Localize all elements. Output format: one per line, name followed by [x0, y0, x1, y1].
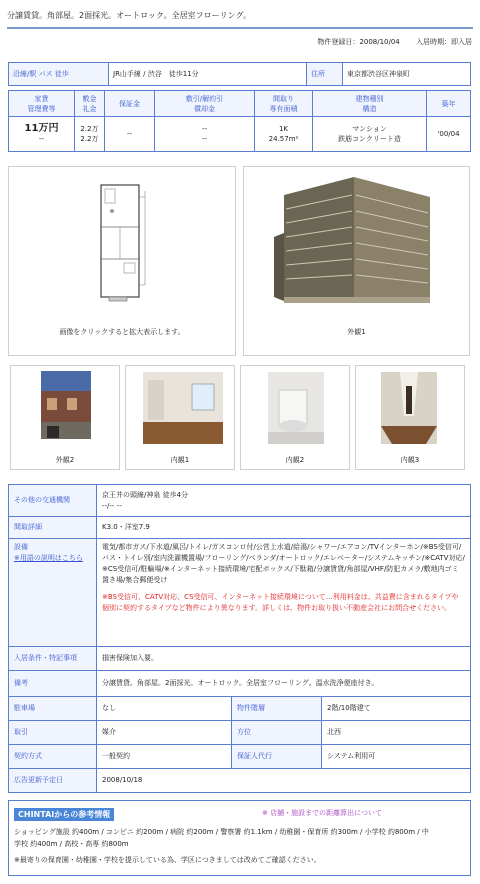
interior2-caption: 内観2 [285, 456, 305, 464]
shikibiki-header-1: 敷引/解約引 [185, 94, 224, 103]
facility-distances-line2: 学校 約400m / 高校・高専 約800m [14, 840, 129, 848]
page-headline: 分譲賃貸。角部屋。2面採光。オートロック。全居室フローリング。 [7, 11, 252, 20]
address-label: 住所 [307, 63, 343, 86]
rent-header [9, 91, 75, 117]
other-access-line1: 京王井の頭線/神泉 徒歩4分 [102, 490, 189, 499]
price-table [8, 90, 471, 152]
layout-header-1: 間取り [273, 94, 294, 103]
rent-header-2: 管理費等 [27, 104, 56, 113]
shikibiki-header-2: 償却金 [194, 104, 215, 113]
interior1-image[interactable] [125, 365, 235, 470]
shikibiki-header [155, 91, 255, 117]
parking-label: 駐車場 [9, 697, 97, 721]
exterior1-image[interactable] [243, 166, 470, 356]
headline-divider [7, 27, 473, 29]
deposit-cell [75, 117, 105, 152]
guarantor-label: 保証人代行 [232, 745, 322, 769]
conditions-value: 損害保険加入要。 [97, 647, 471, 671]
access-table [8, 62, 471, 86]
layout-detail-value: K3.0・洋室7.9 [97, 517, 471, 539]
access-label: 沿線/駅 バス 徒歩 [9, 63, 109, 86]
transaction-label: 取引 [9, 721, 97, 745]
equipment-cell [97, 539, 471, 647]
interior3-photo [356, 366, 464, 444]
rent-sub: -- [38, 135, 45, 143]
glossary-link[interactable]: ※用語の説明はこちら [14, 554, 83, 562]
exterior1-caption: 外観1 [347, 328, 366, 336]
conditions-label: 入居条件・特記事項 [9, 647, 97, 671]
remarks-label: 備考 [9, 671, 97, 697]
equipment-note: ※BS受信可、CATV対応、CS受信可、インターネット接続環境について…利用料金は、共益費に含まれるタイプや個別に契約するタイプなど物件により異なります。詳しくは、物件お取り扱い不動産会社にお問合せください。 [102, 593, 459, 612]
other-access-line2: --/-- -- [102, 501, 122, 510]
exterior1-photo [244, 167, 471, 317]
equipment-label-cell [9, 539, 97, 647]
floor-label: 物件階層 [232, 697, 322, 721]
other-access-cell [97, 485, 471, 517]
area-value: 24.57m² [268, 135, 299, 143]
distance-calculation-link[interactable]: ※ 店舗・施設までの距離算出について [262, 809, 382, 817]
facility-distances-line1: ショッピング施設 約400m / コンビニ 約200m / 病院 約200m / 警察署 約1.1km / 幼稚園・保育所 約300m / 小学校 約800m / 中 [14, 828, 429, 836]
guarantee-header-text: 保証金 [119, 99, 140, 108]
floor-value: 2階/10階建て [322, 697, 471, 721]
details-table [8, 484, 471, 793]
ad-update-value: 2008/10/18 [97, 769, 471, 793]
move-in-timing: 入居時期：即入居 [416, 38, 472, 46]
chintai-reference-box [8, 800, 471, 876]
registration-info [303, 37, 472, 47]
building-type-value: マンション [352, 125, 387, 133]
interior1-photo [126, 366, 234, 444]
equipment-label: 設備 [14, 543, 28, 551]
key-money-value: 2.2万 [80, 135, 99, 143]
floorplan-image[interactable] [8, 166, 236, 356]
building-header-1: 建物種別 [355, 94, 384, 103]
built-header-text: 築年 [441, 99, 456, 108]
registration-date: 物件登録日：2008/10/04 [317, 38, 400, 46]
parking-value: なし [97, 697, 232, 721]
ad-update-label: 広告更新予定日 [9, 769, 97, 793]
interior1-caption: 内観1 [170, 456, 190, 464]
address-value: 東京都渋谷区神泉町 [343, 63, 471, 86]
built-value: '00/04 [427, 117, 471, 152]
exterior2-caption: 外観2 [55, 456, 75, 464]
shikibiki-cell [155, 117, 255, 152]
floorplan-drawing [9, 167, 237, 317]
access-value: JR山手線 / 渋谷 徒歩11分 [109, 63, 307, 86]
deposit-header-2: 礼金 [82, 104, 97, 113]
building-cell [313, 117, 427, 152]
layout-value: 1K [278, 125, 289, 133]
deposit-header-1: 敷金 [82, 94, 97, 103]
floorplan-caption: 画像をクリックすると拡大表示します。 [59, 328, 185, 336]
chintai-reference-tag: CHINTAIからの参考情報 [14, 808, 114, 821]
exterior2-photo [11, 366, 119, 444]
layout-detail-label: 間取詳細 [9, 517, 97, 539]
direction-label: 方位 [232, 721, 322, 745]
interior2-photo [241, 366, 349, 444]
interior3-image[interactable] [355, 365, 465, 470]
equipment-list: 電気/都市ガス/下水道/風呂/トイレ/ガスコンロ付/公営上水道/給湯/シャワー/エアコン/TVインターホン/※BS受信可/バス・トイレ別/室内洗濯機置場/フローリング/ベランダ/オートロック/エレベーター/システムキッチン/※CATV対応/※CS受信可/駐輪場/※インターネット接続環境/宅配ボックス/下駄箱/分譲賃貸/角部屋/VHF/防犯カメラ/敷地内ゴミ置き場/集合郵便受け [102, 543, 465, 584]
layout-cell [255, 117, 313, 152]
remarks-value: 分譲賃貸。角部屋。2面採光。オートロック。全居室フローリング。温水洗浄便座付き。 [97, 671, 471, 697]
direction-value: 北西 [322, 721, 471, 745]
structure-value: 鉄筋コンクリート造 [338, 135, 401, 143]
interior2-image[interactable] [240, 365, 350, 470]
rent-value: 11万円 [24, 123, 59, 134]
shikibiki-value: -- [201, 125, 208, 133]
layout-header-2: 専有面積 [269, 104, 298, 113]
transaction-value: 媒介 [97, 721, 232, 745]
guarantor-value: システム利用可 [322, 745, 471, 769]
deposit-value: 2.2万 [80, 125, 99, 133]
school-district-note: ※最寄りの保育園・幼稚園・学校を提示している為、学区につきましては改めてご確認ください。 [14, 856, 321, 864]
rent-header-1: 家賃 [34, 94, 49, 103]
layout-header [255, 91, 313, 117]
guarantee-value: -- [105, 117, 155, 152]
interior3-caption: 内観3 [400, 456, 420, 464]
rent-cell [9, 117, 75, 152]
building-header [313, 91, 427, 117]
built-header [427, 91, 471, 117]
contract-label: 契約方式 [9, 745, 97, 769]
other-access-label: その他の交通機関 [9, 485, 97, 517]
shokyaku-value: -- [201, 135, 208, 143]
contract-value: 一般契約 [97, 745, 232, 769]
building-header-2: 構造 [362, 104, 377, 113]
guarantee-header [105, 91, 155, 117]
exterior2-image[interactable] [10, 365, 120, 470]
deposit-header [75, 91, 105, 117]
